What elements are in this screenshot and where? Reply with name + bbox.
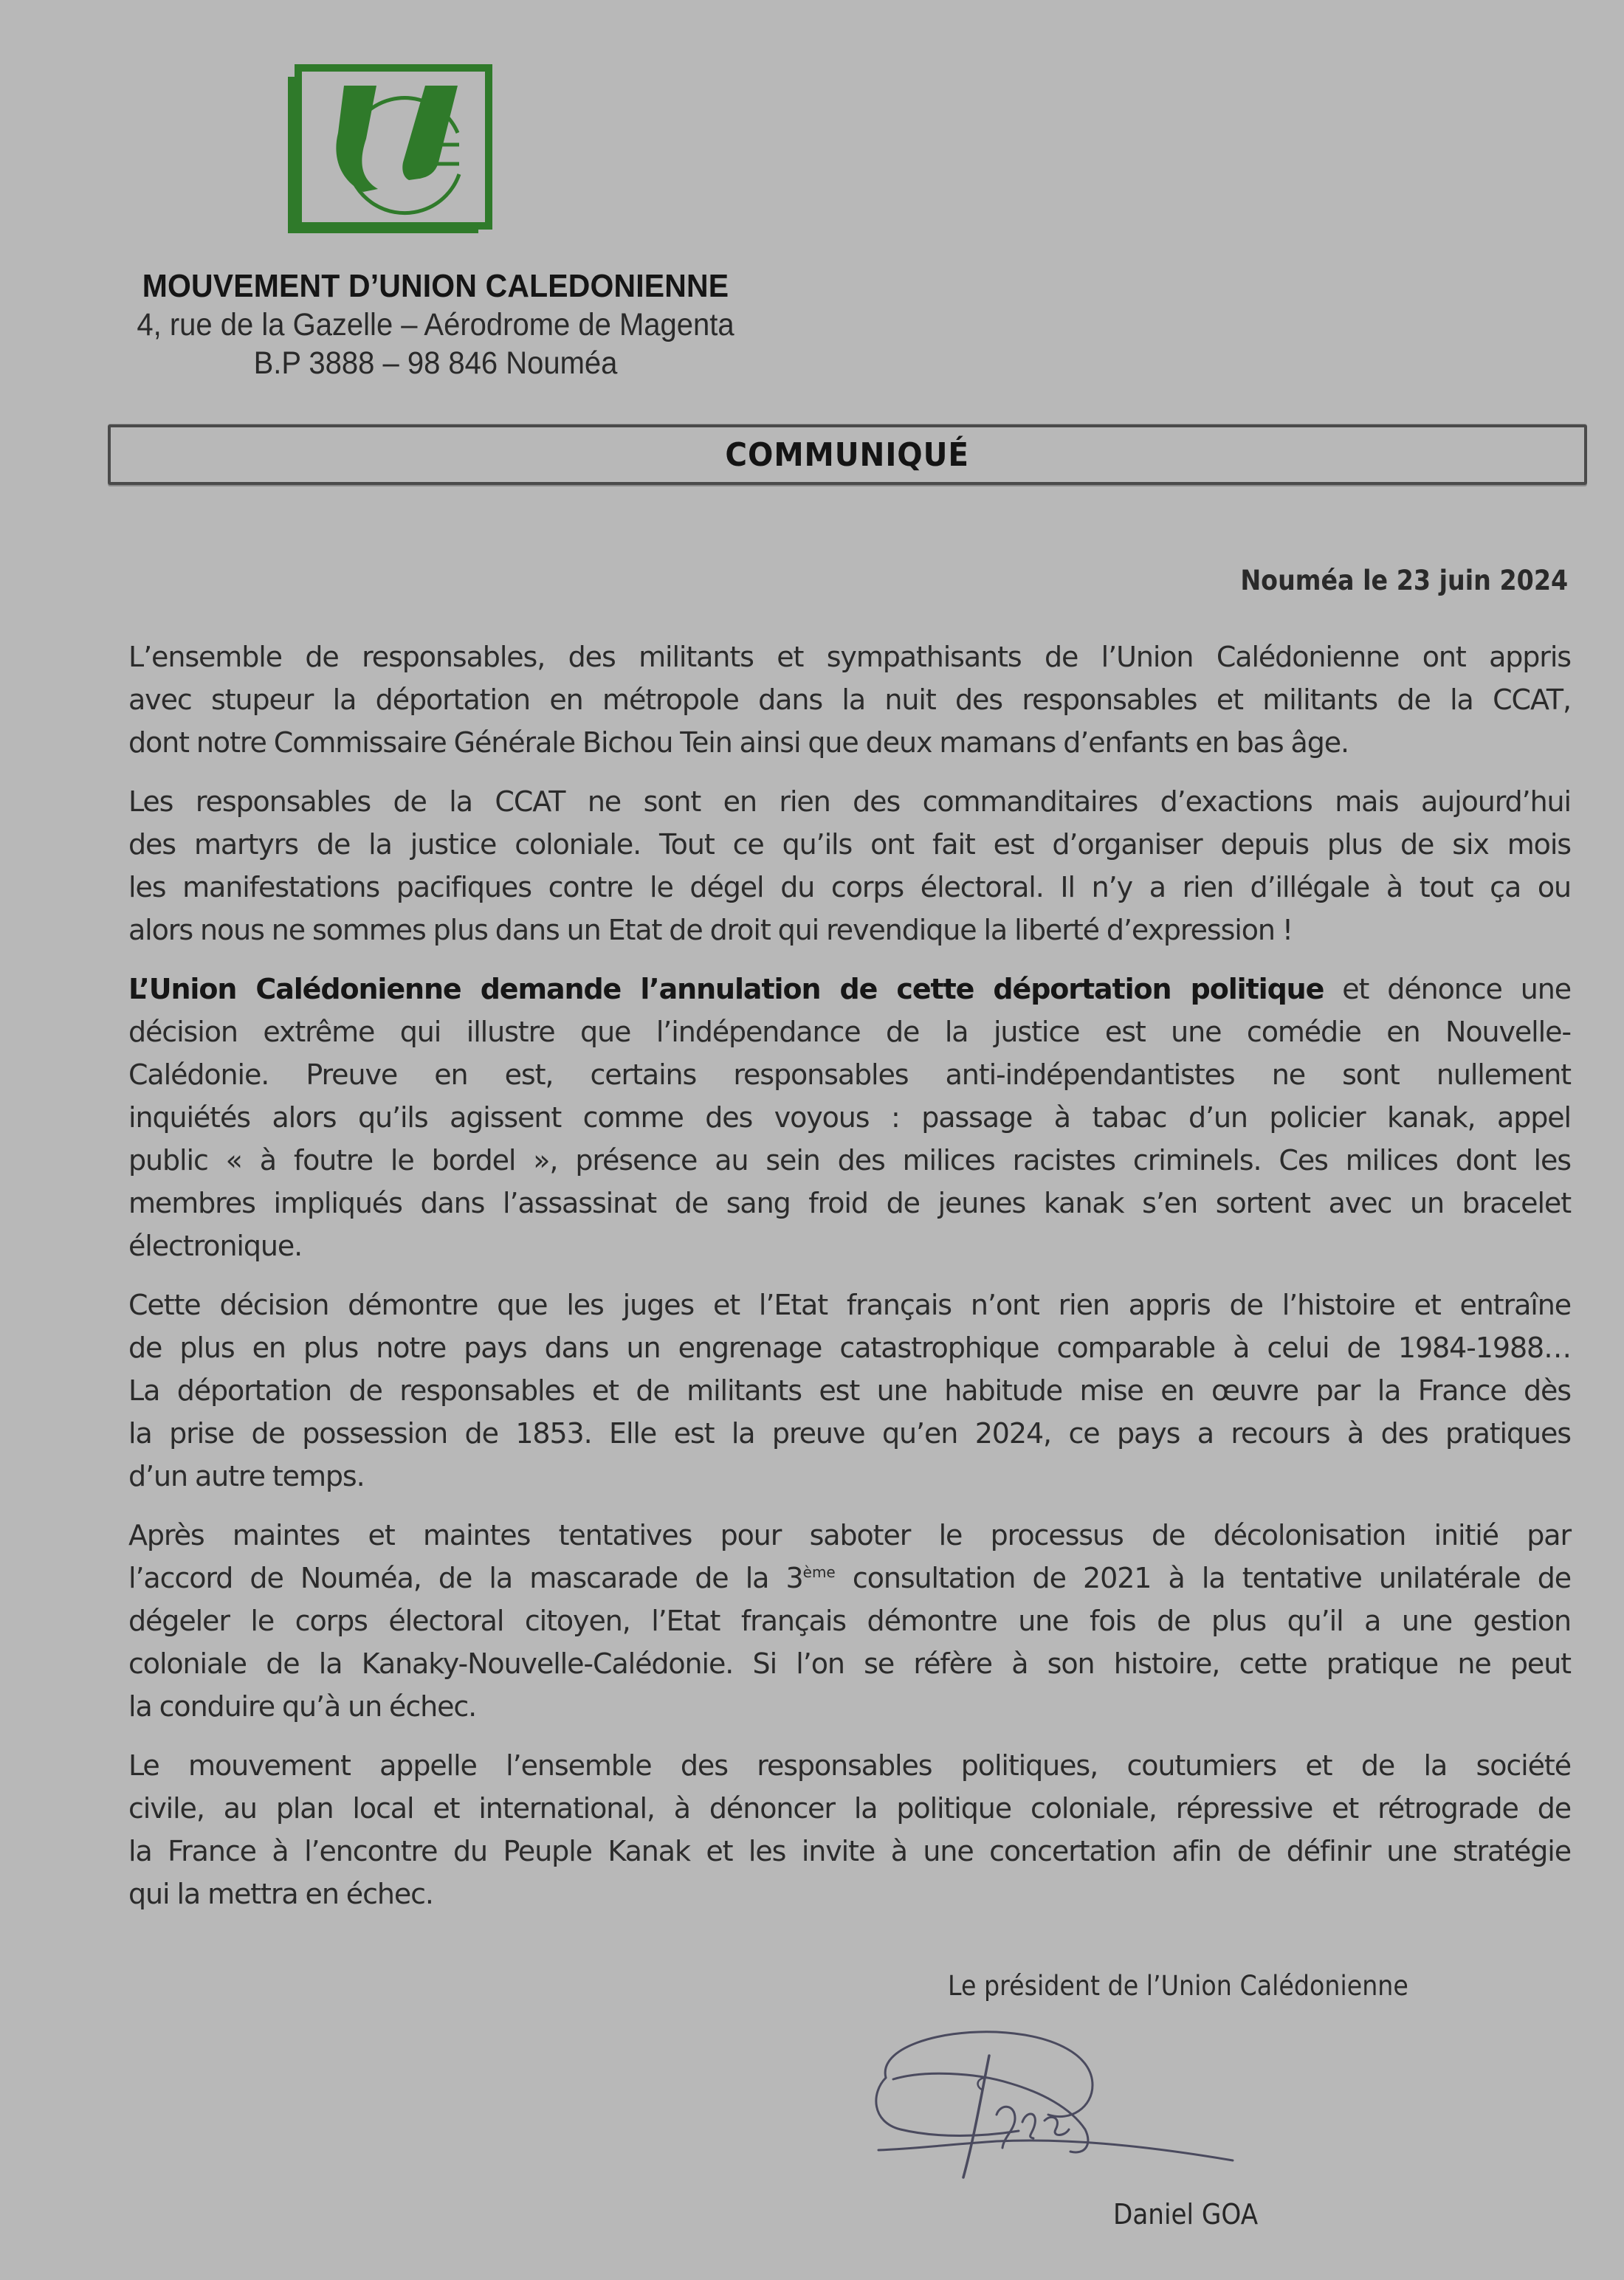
paragraph	[128, 1284, 1571, 1498]
text-line: Le mouvement appelle l’ensemble des responsables politiques, coutumiers et de la société	[128, 1749, 1571, 1782]
bold-demand: L’Union Calédonienne demande l’annulation de cette déportation politique	[128, 973, 1324, 1005]
text-line: Les responsables de la CCAT ne sont en rien des commanditaires d’exactions mais aujourd’hui	[128, 785, 1571, 818]
text-line	[128, 1557, 1571, 1599]
paragraph	[128, 780, 1571, 951]
text-line: Calédonie. Preuve en est, certains responsables anti-indépendantistes ne sont nullement	[128, 1058, 1571, 1091]
text-line: qui la mettra en échec.	[128, 1878, 433, 1910]
text-line: avec stupeur la déportation en métropole dans la nuit des responsables et militants de la CCAT,	[128, 683, 1571, 716]
uc-monogram-logo-icon	[283, 62, 493, 236]
text-line: les manifestations pacifiques contre le dégel du corps électoral. Il n’y a rien d’illégale à tout ça ou	[128, 871, 1571, 903]
text-line: inquiétés alors qu’ils agissent comme des voyous : passage à tabac d’un policier kanak, appel	[128, 1101, 1571, 1134]
text-line: décision extrême qui illustre que l’indépendance de la justice est une comédie en Nouvelle-	[128, 1016, 1571, 1048]
organization-name: MOUVEMENT D’UNION CALEDONIENNE	[142, 268, 729, 304]
letterhead	[66, 267, 805, 382]
paragraph	[128, 636, 1571, 764]
paragraph	[128, 1744, 1571, 1915]
signature	[871, 2026, 1284, 2192]
text-line: L’ensemble de responsables, des militants et sympathisants de l’Union Calédonienne ont appris	[128, 641, 1571, 673]
text-run: consultation de 2021 à la tentative unilatérale de	[835, 1562, 1571, 1594]
date-line: Nouméa le 23 juin 2024	[1240, 565, 1568, 596]
text-line: La déportation de responsables et de militants est une habitude mise en œuvre par la France dès	[128, 1374, 1571, 1407]
paragraph	[128, 968, 1571, 1267]
text-line: électronique.	[128, 1230, 303, 1262]
text-line: dont notre Commissaire Générale Bichou Tein ainsi que deux mamans d’enfants en bas âge.	[128, 726, 1349, 759]
document-title: COMMUNIQUÉ	[725, 435, 970, 474]
signer-name: Daniel GOA	[1113, 2198, 1259, 2231]
handwritten-signature-icon	[871, 2026, 1284, 2192]
uc-logo	[283, 62, 493, 236]
text-line: Cette décision démontre que les juges et l’Etat français n’ont rien appris de l’histoire et entraîne	[128, 1289, 1571, 1321]
text-line: de plus en plus notre pays dans un engrenage catastrophique comparable à celui de 1984-1988…	[128, 1332, 1571, 1364]
address-line-2: B.P 3888 – 98 846 Nouméa	[253, 345, 618, 381]
text-line: alors nous ne sommes plus dans un Etat de droit qui revendique la liberté d’expression !	[128, 914, 1293, 946]
text-line: coloniale de la Kanaky-Nouvelle-Calédonie. Si l’on se réfère à son histoire, cette pratique ne peut	[128, 1647, 1571, 1680]
text-run: l’accord de Nouméa, de la mascarade de la 3	[128, 1562, 803, 1594]
text-line: la conduire qu’à un échec.	[128, 1690, 477, 1723]
title-box	[108, 424, 1587, 485]
paragraph	[128, 1514, 1571, 1728]
text-line: d’un autre temps.	[128, 1460, 365, 1492]
text-line: dégeler le corps électoral citoyen, l’Etat français démontre une fois de plus qu’il a une gestion	[128, 1605, 1571, 1637]
text-line	[128, 968, 1571, 1010]
communique-body	[128, 636, 1571, 1932]
ordinal-superscript: ème	[802, 1563, 836, 1581]
text-line: civile, au plan local et international, à dénoncer la politique coloniale, répressive et rétrograde de	[128, 1792, 1571, 1825]
text-line: membres impliqués dans l’assassinat de sang froid de jeunes kanak s’en sortent avec un bracelet	[128, 1187, 1571, 1219]
text-line: des martyrs de la justice coloniale. Tout ce qu’ils ont fait est d’organiser depuis plus de six mois	[128, 828, 1571, 861]
text-line: la France à l’encontre du Peuple Kanak et les invite à une concertation afin de définir une stratégie	[128, 1835, 1571, 1867]
text-line: Après maintes et maintes tentatives pour saboter le processus de décolonisation initié par	[128, 1519, 1571, 1551]
address-line-1: 4, rue de la Gazelle – Aérodrome de Magenta	[137, 307, 734, 342]
signer-title: Le président de l’Union Calédonienne	[948, 1970, 1408, 2002]
text-line: la prise de possession de 1853. Elle est la preuve qu’en 2024, ce pays a recours à des pratiques	[128, 1417, 1571, 1450]
text-run: et dénonce une	[1324, 973, 1571, 1005]
text-line: public « à foutre le bordel », présence au sein des milices racistes criminels. Ces milices dont les	[128, 1144, 1571, 1177]
